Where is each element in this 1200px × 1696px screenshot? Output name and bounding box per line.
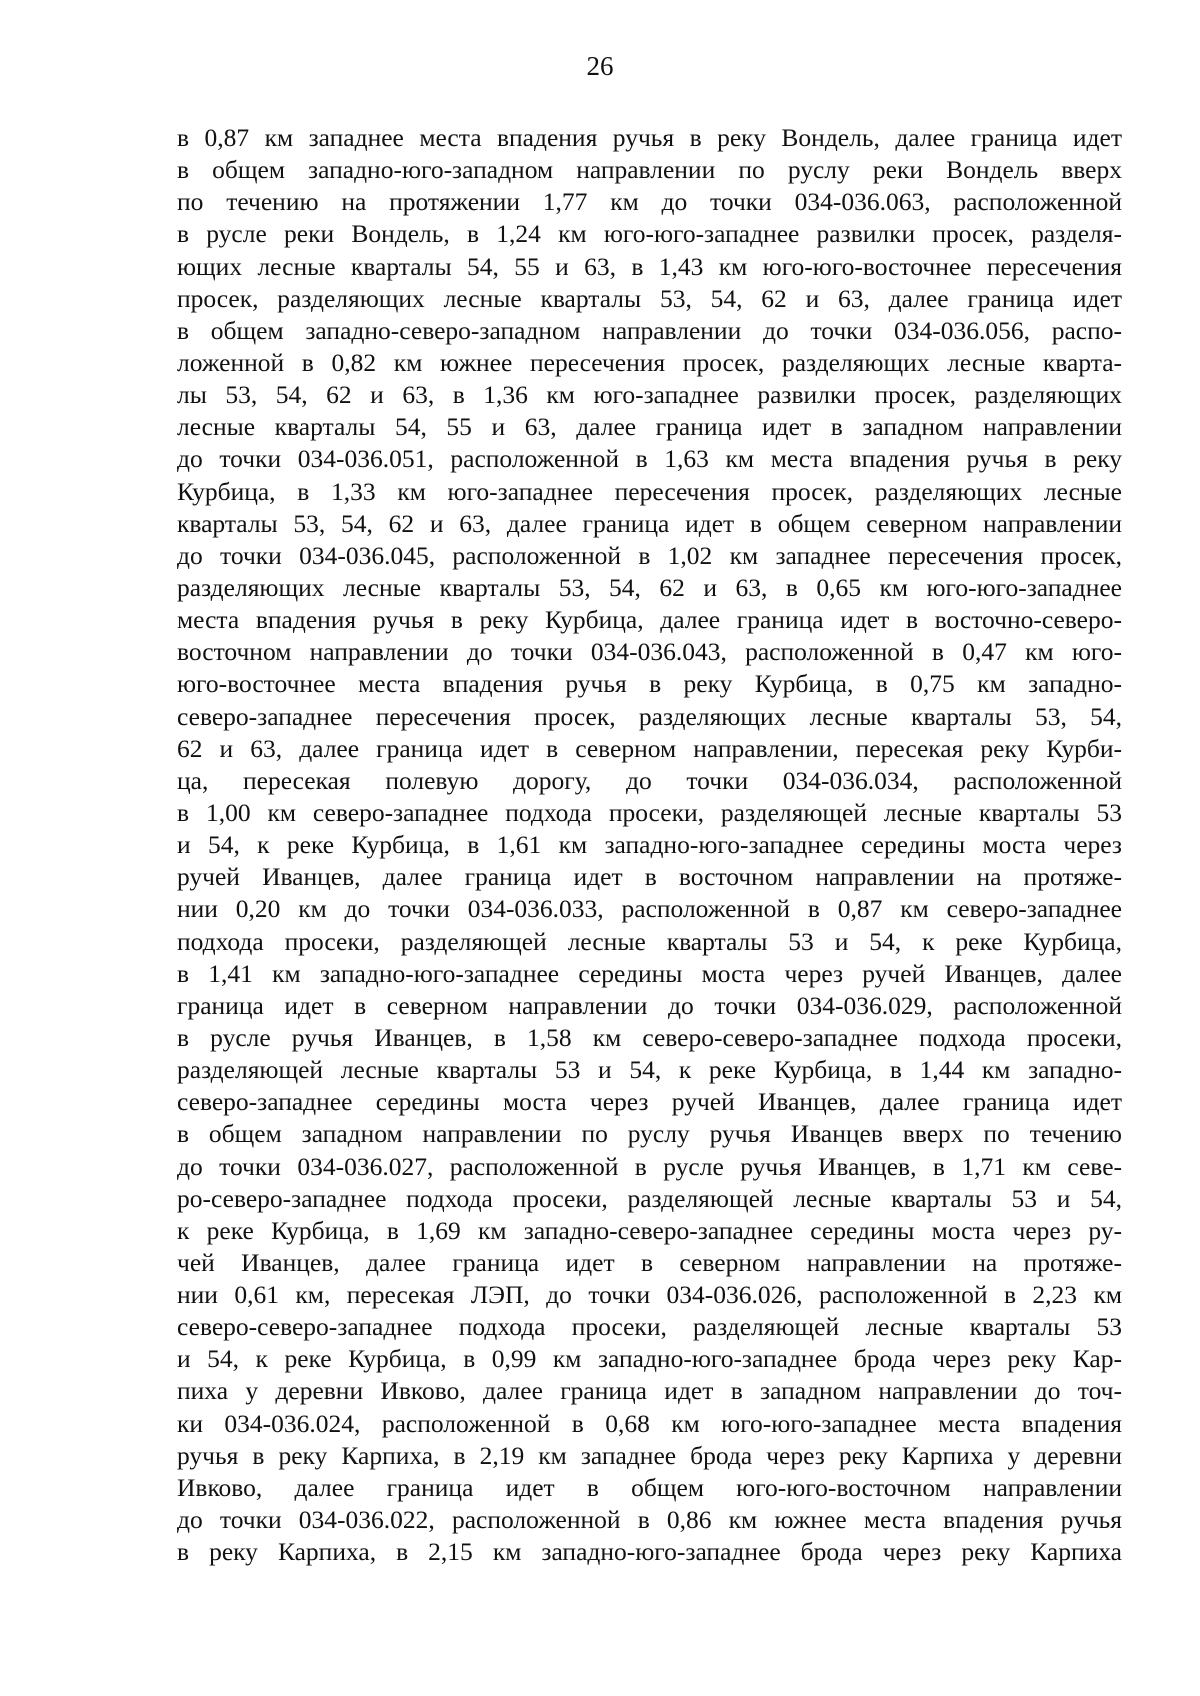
text-line: северо-западнее середины моста через ручей Иванцев, далее граница идет bbox=[177, 1087, 1122, 1117]
text-line: нии 0,61 км, пересекая ЛЭП, до точки 034-036.026, расположенной в 2,23 км bbox=[177, 1280, 1122, 1310]
text-line: разделяющей лесные кварталы 53 и 54, к реке Курбица, в 1,44 км западно- bbox=[177, 1055, 1122, 1085]
text-line: в общем западно-юго-западном направлении по руслу реки Вондель вверх bbox=[177, 155, 1122, 185]
text-line: ручей Иванцев, далее граница идет в восточном направлении на протяже- bbox=[177, 862, 1122, 892]
text-line: ложенной в 0,82 км южнее пересечения просек, разделяющих лесные кварта- bbox=[177, 347, 1122, 377]
text-line: к реке Курбица, в 1,69 км западно-северо-западнее середины моста через ру- bbox=[177, 1215, 1122, 1245]
text-line: ручья в реку Карпиха, в 2,19 км западнее брода через реку Карпиха у деревни bbox=[177, 1440, 1122, 1470]
text-line: ца, пересекая полевую дорогу, до точки 034-036.034, расположенной bbox=[177, 765, 1122, 795]
text-line: до точки 034-036.051, расположенной в 1,63 км места впадения ручья в реку bbox=[177, 444, 1122, 474]
text-line: Ивково, далее граница идет в общем юго-юго-восточном направлении bbox=[177, 1472, 1122, 1502]
text-line: до точки 034-036.022, расположенной в 0,86 км южнее места впадения ручья bbox=[177, 1505, 1122, 1535]
page-number: 26 bbox=[586, 51, 614, 81]
text-line: нии 0,20 км до точки 034-036.033, расположенной в 0,87 км северо-западнее bbox=[177, 894, 1122, 924]
text-line: по течению на протяжении 1,77 км до точки 034-036.063, расположенной bbox=[177, 187, 1122, 217]
text-line: в реку Карпиха, в 2,15 км западно-юго-западнее брода через реку Карпиха bbox=[177, 1537, 1122, 1567]
text-line: в 0,87 км западнее места впадения ручья в реку Вондель, далее граница идет bbox=[177, 123, 1122, 152]
text-line: 62 и 63, далее граница идет в северном направлении, пересекая реку Курби- bbox=[177, 733, 1122, 763]
text-line: места впадения ручья в реку Курбица, далее граница идет в восточно-северо- bbox=[177, 605, 1122, 635]
text-line: и 54, к реке Курбица, в 1,61 км западно-юго-западнее середины моста через bbox=[177, 830, 1122, 860]
text-line: пиха у деревни Ивково, далее граница идет в западном направлении до точ- bbox=[177, 1376, 1122, 1406]
text-line: северо-западнее пересечения просек, разделяющих лесные кварталы 53, 54, bbox=[177, 701, 1122, 731]
body-text bbox=[177, 122, 1122, 1568]
text-line: в 1,41 км западно-юго-западнее середины моста через ручей Иванцев, далее bbox=[177, 958, 1122, 988]
text-line: ро-северо-западнее подхода просеки, разделяющей лесные кварталы 53 и 54, bbox=[177, 1183, 1122, 1213]
text-line: восточном направлении до точки 034-036.043, расположенной в 0,47 км юго- bbox=[177, 637, 1122, 667]
text-line: до точки 034-036.027, расположенной в русле ручья Иванцев, в 1,71 км севе- bbox=[177, 1151, 1122, 1181]
text-line: ки 034-036.024, расположенной в 0,68 км юго-юго-западнее места впадения bbox=[177, 1408, 1122, 1438]
text-line: юго-восточнее места впадения ручья в реку Курбица, в 0,75 км западно- bbox=[177, 669, 1122, 699]
text-line: просек, разделяющих лесные кварталы 53, 54, 62 и 63, далее граница идет bbox=[177, 283, 1122, 313]
text-line: кварталы 53, 54, 62 и 63, далее граница идет в общем северном направлении bbox=[177, 508, 1122, 538]
text-line: в русле реки Вондель, в 1,24 км юго-юго-западнее развилки просек, разделя- bbox=[177, 219, 1122, 249]
text-line: лы 53, 54, 62 и 63, в 1,36 км юго-западнее развилки просек, разделяющих bbox=[177, 380, 1122, 410]
text-line: в общем западно-северо-западном направлении до точки 034-036.056, распо- bbox=[177, 315, 1122, 345]
text-line: в русле ручья Иванцев, в 1,58 км северо-северо-западнее подхода просеки, bbox=[177, 1022, 1122, 1052]
text-line: северо-северо-западнее подхода просеки, разделяющей лесные кварталы 53 bbox=[177, 1312, 1122, 1342]
text-line: чей Иванцев, далее граница идет в северном направлении на протяже- bbox=[177, 1247, 1122, 1277]
text-line: Курбица, в 1,33 км юго-западнее пересечения просек, разделяющих лесные bbox=[177, 476, 1122, 506]
text-line: лесные кварталы 54, 55 и 63, далее граница идет в западном направлении bbox=[177, 412, 1122, 442]
text-line: разделяющих лесные кварталы 53, 54, 62 и 63, в 0,65 км юго-юго-западнее bbox=[177, 572, 1122, 602]
text-line: подхода просеки, разделяющей лесные кварталы 53 и 54, к реке Курбица, bbox=[177, 926, 1122, 956]
text-line: в общем западном направлении по руслу ручья Иванцев вверх по течению bbox=[177, 1119, 1122, 1149]
text-line: и 54, к реке Курбица, в 0,99 км западно-юго-западнее брода через реку Кар- bbox=[177, 1344, 1122, 1374]
text-line: в 1,00 км северо-западнее подхода просеки, разделяющей лесные кварталы 53 bbox=[177, 797, 1122, 827]
text-line: граница идет в северном направлении до точки 034-036.029, расположенной bbox=[177, 990, 1122, 1020]
text-line: до точки 034-036.045, расположенной в 1,02 км западнее пересечения просек, bbox=[177, 540, 1122, 570]
text-line: ющих лесные кварталы 54, 55 и 63, в 1,43 км юго-юго-восточнее пересечения bbox=[177, 251, 1122, 281]
